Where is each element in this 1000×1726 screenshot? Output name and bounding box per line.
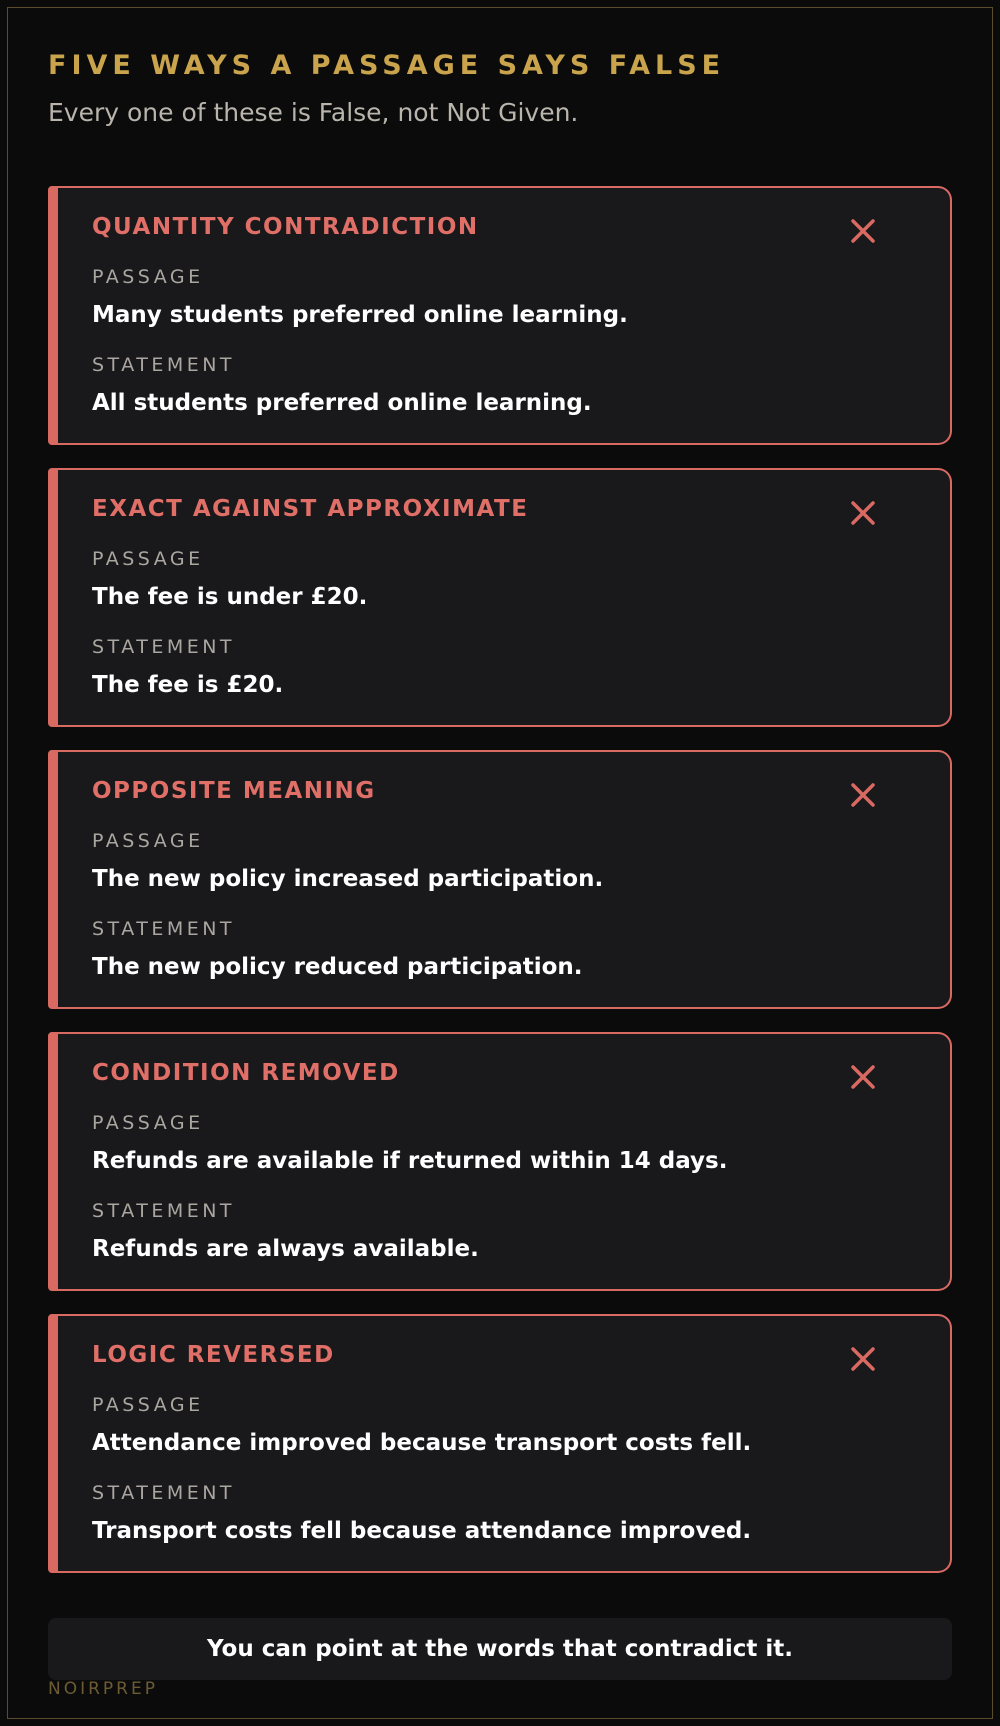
statement-text: The new policy reduced participation. [92,954,583,980]
passage-label: PASSAGE [92,830,204,852]
passage-text: Many students preferred online learning. [92,302,628,328]
false-type-card [48,468,952,727]
close-icon [848,216,878,246]
card-title: EXACT AGAINST APPROXIMATE [92,496,529,522]
passage-label: PASSAGE [92,266,204,288]
card-title: OPPOSITE MEANING [92,778,376,804]
brand-logo: NOIRPREP [48,1679,158,1699]
statement-label: STATEMENT [92,1200,236,1222]
statement-text: Refunds are always available. [92,1236,479,1262]
passage-label: PASSAGE [92,548,204,570]
page-title: FIVE WAYS A PASSAGE SAYS FALSE [48,50,726,81]
close-icon [848,780,878,810]
passage-label: PASSAGE [92,1112,204,1134]
false-type-card [48,1032,952,1291]
passage-label: PASSAGE [92,1394,204,1416]
card-list [48,186,952,1596]
false-type-card [48,1314,952,1573]
passage-text: Refunds are available if returned within 14 days. [92,1148,728,1174]
statement-label: STATEMENT [92,354,236,376]
statement-label: STATEMENT [92,1482,236,1504]
statement-text: Transport costs fell because attendance improved. [92,1518,752,1544]
close-icon [848,498,878,528]
card-title: QUANTITY CONTRADICTION [92,214,479,240]
passage-text: The fee is under £20. [92,584,368,610]
close-icon [848,1062,878,1092]
false-type-card [48,750,952,1009]
passage-text: The new policy increased participation. [92,866,604,892]
statement-text: All students preferred online learning. [92,390,592,416]
close-icon [848,1344,878,1374]
false-type-card [48,186,952,445]
page-subtitle: Every one of these is False, not Not Given. [48,98,579,127]
statement-label: STATEMENT [92,636,236,658]
passage-text: Attendance improved because transport costs fell. [92,1430,752,1456]
statement-text: The fee is £20. [92,672,284,698]
card-title: CONDITION REMOVED [92,1060,400,1086]
statement-label: STATEMENT [92,918,236,940]
card-title: LOGIC REVERSED [92,1342,335,1368]
footer-note: You can point at the words that contradict it. [48,1618,952,1680]
